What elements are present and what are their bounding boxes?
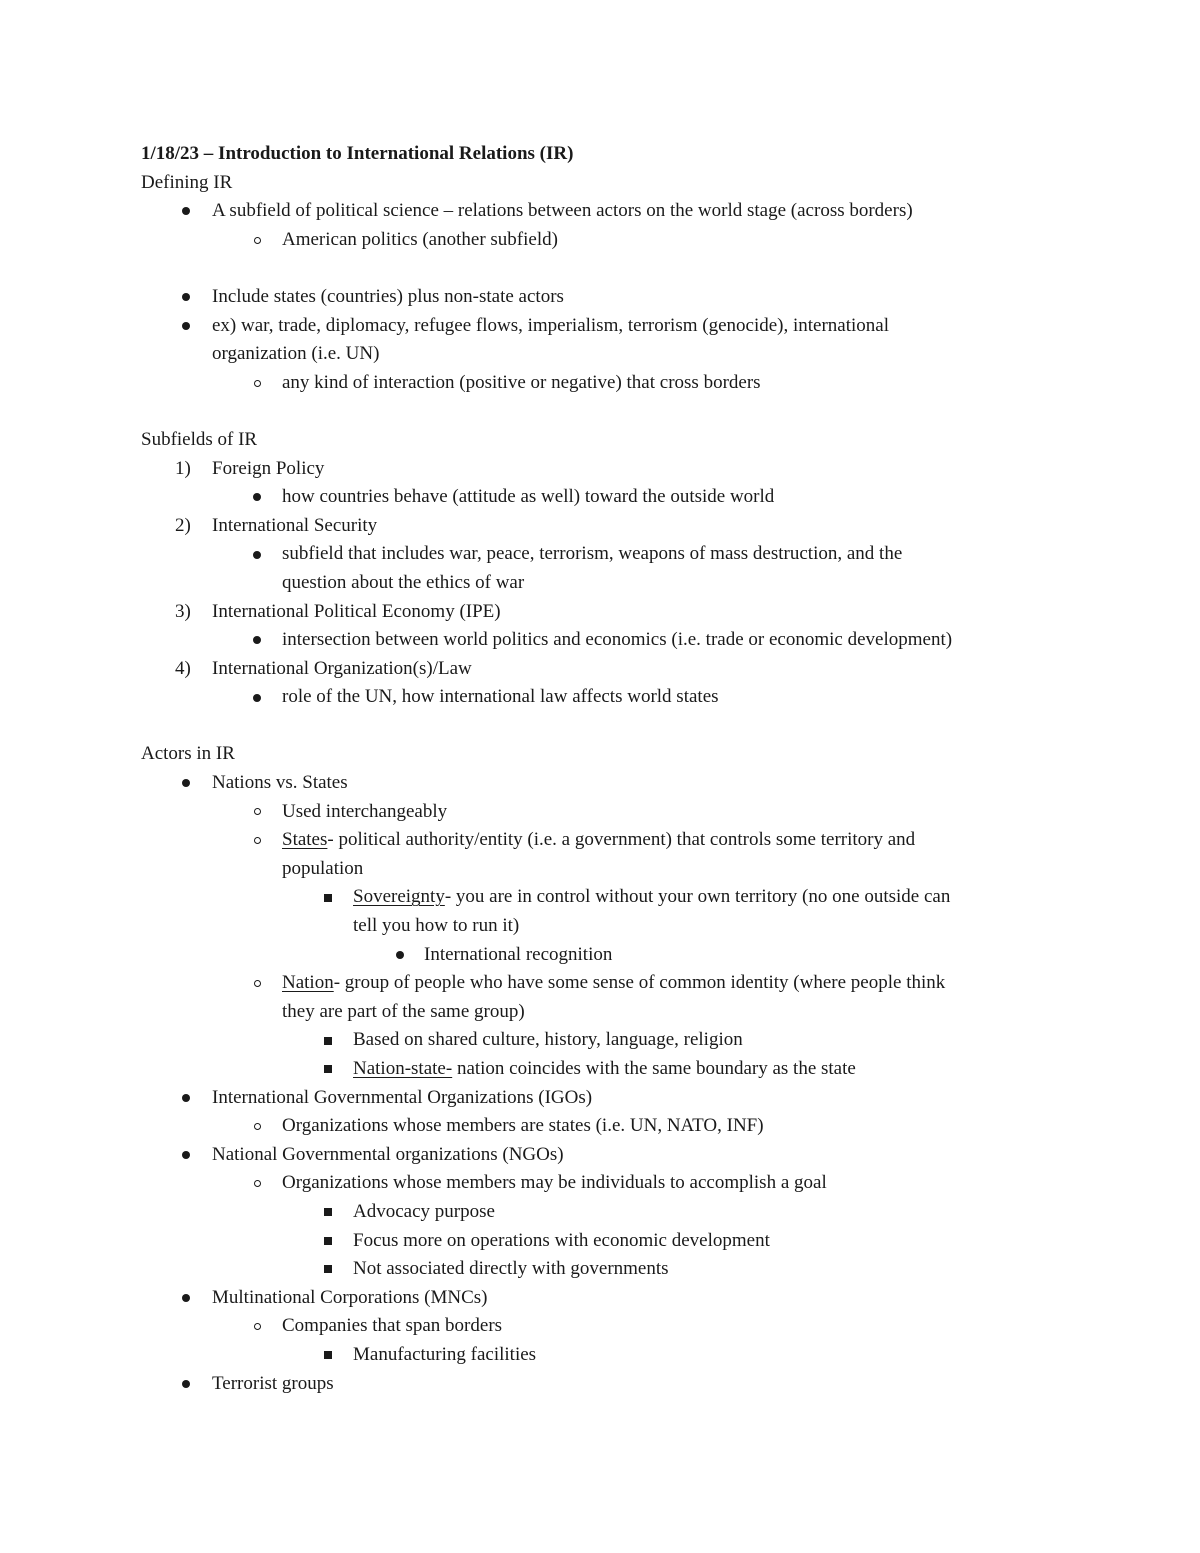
bullet-disc-icon: [171, 197, 201, 226]
list-item: Multinational Corporations (MNCs): [141, 1284, 1071, 1313]
bullet-circle-icon: [242, 226, 272, 255]
list-item: any kind of interaction (positive or negative) that cross borders: [141, 369, 1071, 398]
spacer: [141, 397, 1071, 426]
list-item-continuation: tell you how to run it): [353, 915, 520, 937]
bullet-circle-icon: [242, 1312, 272, 1341]
term-states: States: [282, 829, 328, 851]
numbered-item: 2) International Security: [175, 514, 378, 536]
notes-content: [141, 140, 1071, 1398]
list-item-continuation: population: [282, 857, 364, 879]
bullet-disc-icon: [242, 483, 272, 512]
list-item: Include states (countries) plus non-state actors: [141, 283, 1071, 312]
list-item: Manufacturing facilities: [141, 1341, 1071, 1370]
list-item: Organizations whose members may be individuals to accomplish a goal: [141, 1169, 1071, 1198]
bullet-square-icon: [313, 1198, 343, 1227]
list-item: Sovereignty- you are in control without your own territory (no one outside can: [141, 883, 1071, 912]
list-item: Companies that span borders: [141, 1312, 1071, 1341]
list-item: Focus more on operations with economic development: [141, 1227, 1071, 1256]
bullet-disc-icon: [385, 941, 415, 970]
bullet-disc-icon: [242, 626, 272, 655]
numbered-item: 4) International Organization(s)/Law: [175, 657, 472, 679]
list-item-continuation: they are part of the same group): [282, 1000, 525, 1022]
bullet-disc-icon: [242, 540, 272, 569]
list-item: States- political authority/entity (i.e. a government) that controls some territory and: [141, 826, 1071, 855]
list-item: Used interchangeably: [141, 798, 1071, 827]
bullet-circle-icon: [242, 969, 272, 998]
section-heading-subfields: Subfields of IR: [141, 428, 258, 450]
bullet-square-icon: [313, 1341, 343, 1370]
spacer: [141, 254, 1071, 283]
list-item: International Governmental Organizations (IGOs): [141, 1084, 1071, 1113]
term-nation: Nation: [282, 972, 334, 994]
bullet-disc-icon: [242, 683, 272, 712]
bullet-circle-icon: [242, 798, 272, 827]
bullet-square-icon: [313, 1227, 343, 1256]
bullet-circle-icon: [242, 369, 272, 398]
bullet-disc-icon: [171, 769, 201, 798]
page-title: 1/18/23 – Introduction to International Relations (IR): [141, 143, 574, 164]
list-item: subfield that includes war, peace, terrorism, weapons of mass destruction, and the: [141, 540, 1071, 569]
bullet-circle-icon: [242, 1169, 272, 1198]
bullet-disc-icon: [171, 1370, 201, 1399]
section-heading-defining: Defining IR: [141, 171, 233, 193]
list-item: role of the UN, how international law affects world states: [141, 683, 1071, 712]
list-item: American politics (another subfield): [141, 226, 1071, 255]
bullet-circle-icon: [242, 826, 272, 855]
numbered-item: 1) Foreign Policy: [175, 457, 325, 479]
numbered-item: 3) International Political Economy (IPE): [175, 600, 501, 622]
list-item: Nations vs. States: [141, 769, 1071, 798]
bullet-circle-icon: [242, 1112, 272, 1141]
bullet-disc-icon: [171, 1141, 201, 1170]
list-item: National Governmental organizations (NGOs): [141, 1141, 1071, 1170]
bullet-square-icon: [313, 883, 343, 912]
list-item: International recognition: [141, 941, 1071, 970]
list-item: ex) war, trade, diplomacy, refugee flows, imperialism, terrorism (genocide), international: [141, 312, 1071, 341]
list-item: Terrorist groups: [141, 1370, 1071, 1399]
spacer: [141, 712, 1071, 741]
list-item: Based on shared culture, history, language, religion: [141, 1026, 1071, 1055]
term-sovereignty: Sovereignty: [353, 886, 445, 908]
bullet-disc-icon: [171, 1084, 201, 1113]
bullet-square-icon: [313, 1255, 343, 1284]
list-item: Nation- group of people who have some sense of common identity (where people think: [141, 969, 1071, 998]
bullet-disc-icon: [171, 1284, 201, 1313]
bullet-disc-icon: [171, 283, 201, 312]
bullet-disc-icon: [171, 312, 201, 341]
list-item: A subfield of political science – relations between actors on the world stage (across borders): [141, 197, 1071, 226]
list-item: Organizations whose members are states (i.e. UN, NATO, INF): [141, 1112, 1071, 1141]
list-item: Not associated directly with governments: [141, 1255, 1071, 1284]
list-item: Advocacy purpose: [141, 1198, 1071, 1227]
list-item-continuation: question about the ethics of war: [282, 571, 525, 593]
list-item: how countries behave (attitude as well) toward the outside world: [141, 483, 1071, 512]
bullet-square-icon: [313, 1055, 343, 1084]
bullet-square-icon: [313, 1026, 343, 1055]
term-nation-state: Nation-state-: [353, 1058, 453, 1079]
list-item: Nation-state- nation coincides with the same boundary as the state: [141, 1055, 1071, 1084]
list-item: intersection between world politics and economics (i.e. trade or economic development): [141, 626, 1071, 655]
list-item-continuation: organization (i.e. UN): [212, 343, 380, 365]
section-heading-actors: Actors in IR: [141, 743, 235, 765]
